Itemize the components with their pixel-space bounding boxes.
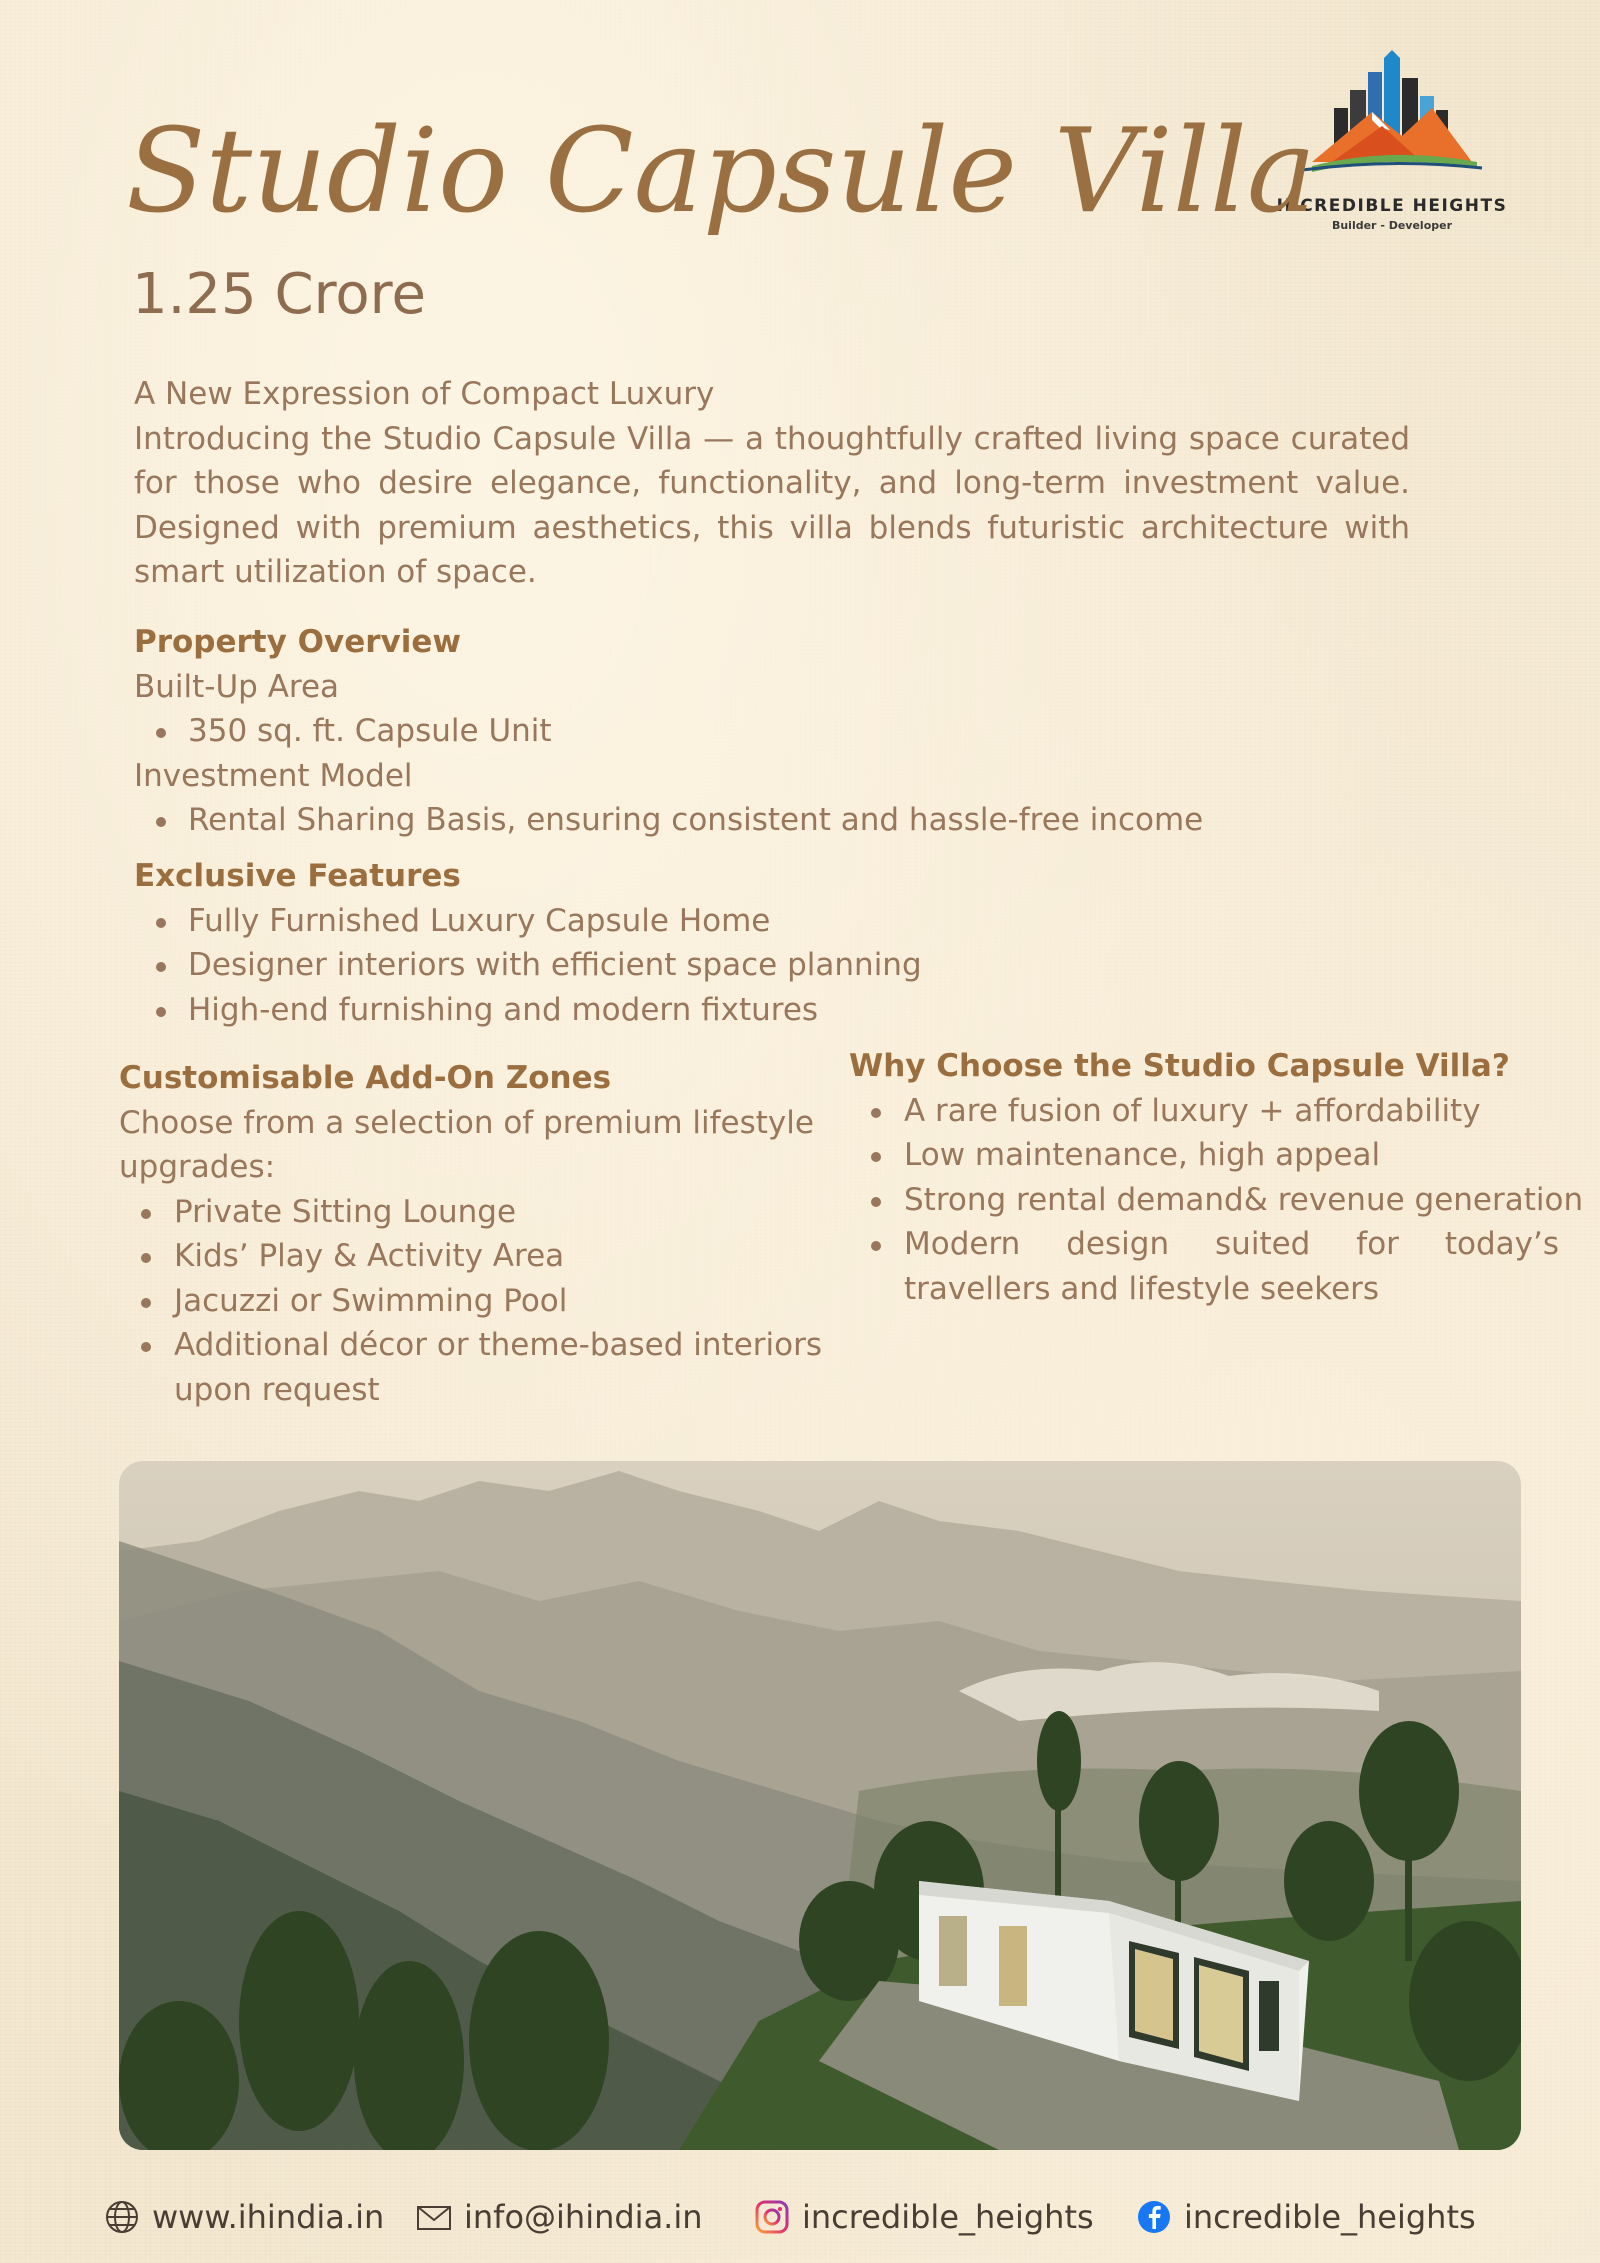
exclusive-features — [134, 854, 1410, 1032]
list-item: 350 sq. ft. Capsule Unit — [134, 709, 1410, 754]
investment-model-list — [134, 798, 1410, 843]
list-item: Low maintenance, high appeal — [849, 1133, 1559, 1178]
instagram-icon — [754, 2199, 790, 2235]
facebook-text: incredible_heights — [1184, 2198, 1476, 2236]
list-item: Private Sitting Lounge — [119, 1190, 822, 1235]
intro-subtitle: A New Expression of Compact Luxury — [134, 376, 715, 412]
website-text: www.ihindia.in — [152, 2198, 385, 2236]
mountain-capsule-photo-icon — [119, 1461, 1521, 2150]
list-item: Kids’ Play & Activity Area — [119, 1234, 822, 1279]
list-item: Rental Sharing Basis, ensuring consistent and hassle-free income — [134, 798, 1410, 843]
investment-model-label: Investment Model — [134, 757, 413, 794]
list-item: Strong rental demand& revenue generation — [849, 1178, 1559, 1223]
email-link[interactable] — [416, 2192, 703, 2242]
list-item: Designer interiors with efficient space planning — [134, 943, 1410, 988]
globe-icon — [104, 2199, 140, 2235]
list-item: Additional décor or theme-based interiors upon request — [119, 1323, 822, 1412]
email-text: info@ihindia.in — [464, 2198, 703, 2236]
contact-footer — [104, 2192, 1524, 2242]
features-list — [134, 899, 1410, 1033]
why-heading: Why Choose the Studio Capsule Villa? — [849, 1048, 1510, 1084]
mail-icon — [416, 2199, 452, 2235]
logo-company-name: INCREDIBLE HEIGHTS — [1276, 196, 1508, 216]
list-item: Fully Furnished Luxury Capsule Home — [134, 899, 1410, 944]
facebook-icon — [1136, 2199, 1172, 2235]
list-item: High-end furnishing and modern fixtures — [134, 988, 1410, 1033]
price: 1.25 Crore — [132, 262, 426, 327]
add-on-zones — [119, 1056, 822, 1412]
list-item: Jacuzzi or Swimming Pool — [119, 1279, 822, 1324]
intro-paragraph: Introducing the Studio Capsule Villa — a thoughtfully crafted living space curated for those who desire elegance, functionality, and long-term investment value. Designed with premium aesthetics, this villa blends futuristic architecture with smart utilization of space. — [134, 420, 1410, 590]
why-list — [849, 1089, 1584, 1312]
logo-tagline: Builder - Developer — [1331, 219, 1453, 232]
features-heading: Exclusive Features — [134, 858, 461, 894]
website-link[interactable] — [104, 2192, 384, 2242]
built-up-area-list — [134, 709, 1410, 754]
why-choose — [849, 1044, 1584, 1311]
instagram-text: incredible_heights — [802, 2198, 1094, 2236]
built-up-area-label: Built-Up Area — [134, 668, 340, 705]
addons-heading: Customisable Add-On Zones — [119, 1060, 612, 1096]
list-item: A rare fusion of luxury + affordability — [849, 1089, 1559, 1134]
list-item: Modern design suited for today’s travellers and lifestyle seekers — [849, 1222, 1559, 1311]
intro-section — [134, 372, 1410, 595]
page-title: Studio Capsule Villa — [126, 104, 1317, 239]
addons-intro: Choose from a selection of premium lifestyle upgrades: — [119, 1104, 814, 1185]
facebook-link[interactable] — [1136, 2192, 1476, 2242]
property-overview — [134, 620, 1410, 843]
overview-heading: Property Overview — [134, 624, 461, 660]
instagram-link[interactable] — [754, 2192, 1094, 2242]
addons-list — [119, 1190, 822, 1413]
hero-image — [119, 1461, 1521, 2150]
